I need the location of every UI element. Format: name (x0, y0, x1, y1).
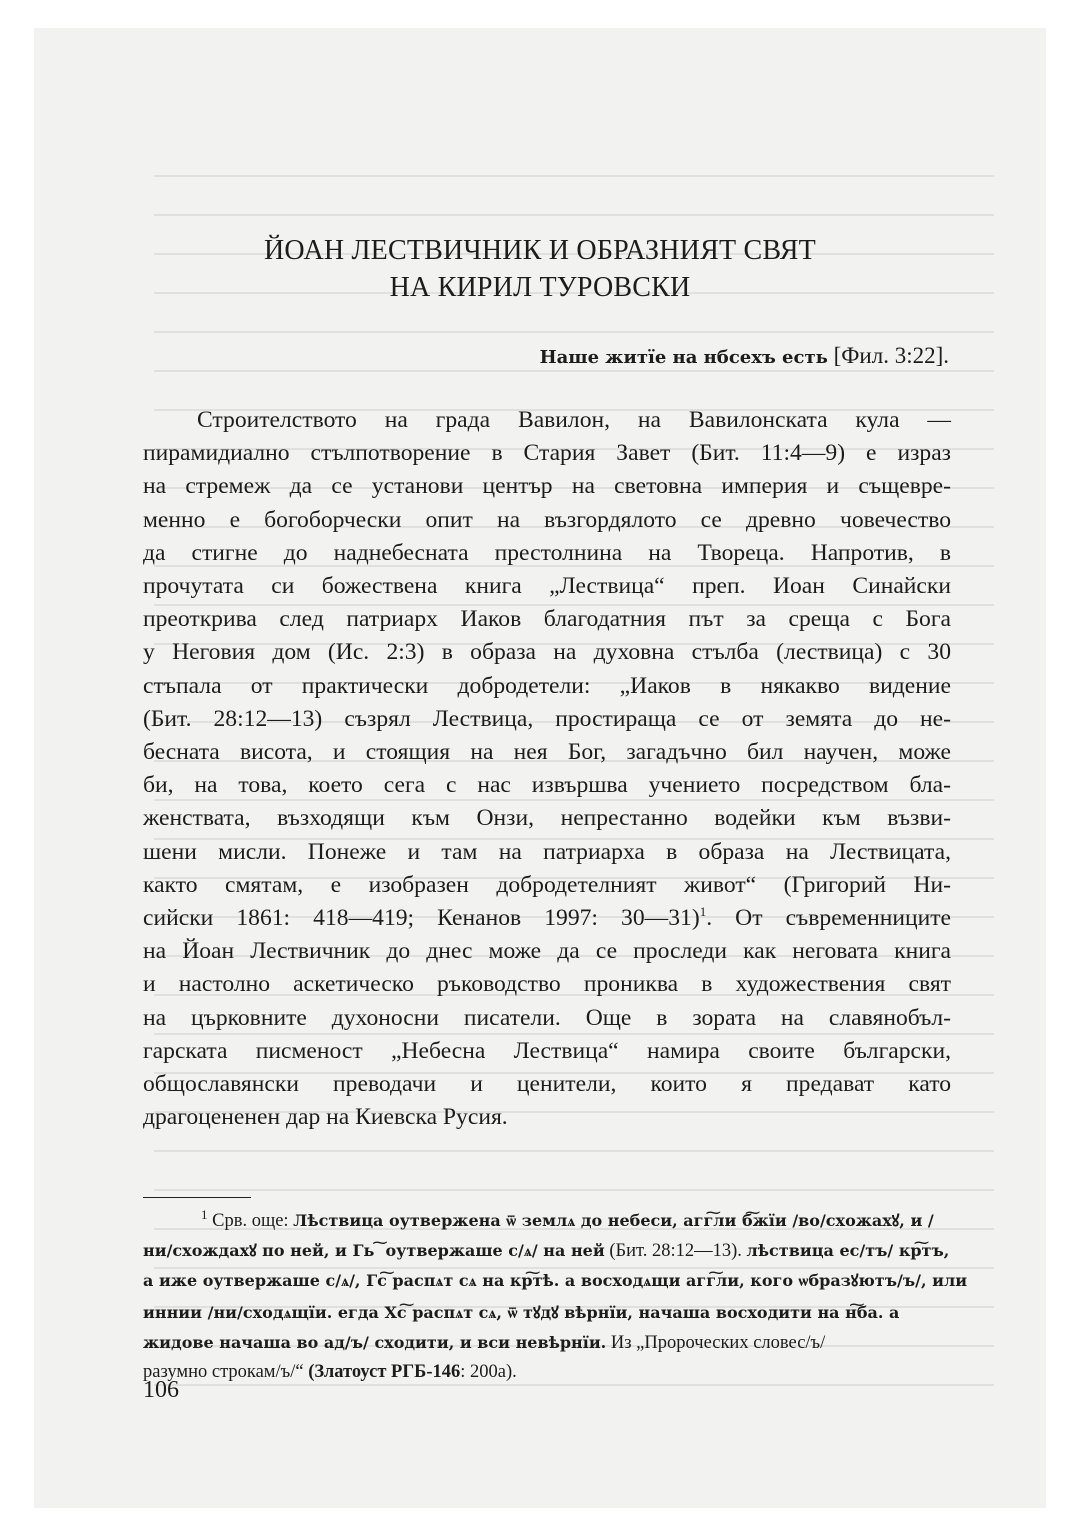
footnote-reference[interactable]: 1 (699, 904, 707, 920)
title-line-2: НА КИРИЛ ТУРОВСКИ (389, 272, 691, 303)
footnote-slavonic: иннии /ни/сходѧщїи. егда Хс͠ распѧт сѧ, ѿ тꙋдꙋ вѣрнїи, начаша восходити на н͠ба. а (143, 1303, 900, 1322)
footnote-intro: Срв. още: (212, 1211, 289, 1231)
footnote-page: : 200а). (460, 1362, 517, 1382)
title-line-1: ЙОАН ЛЕСТВИЧНИК И ОБРАЗНИЯТ СВЯТ (264, 235, 816, 266)
footnote-line (143, 1328, 951, 1358)
epigraph (540, 341, 949, 373)
body-line: женствата, възходящи към Онзи, непрестанно водейки към възви- (143, 805, 951, 832)
footnote-slavonic: Лѣствица оутвержена ѿ землѧ до небеси, агг͠ли б͠жїи /во/схожахꙋ, и / (293, 1211, 934, 1230)
body-line: пирамидиално стълпотворение в Стария Завет (Бит. 11:4—9) е израз (143, 440, 951, 467)
footnote (143, 1206, 968, 1387)
body-line: както смятам, е изобразен добродетелният живот“ (Григорий Ни- (143, 871, 951, 898)
body-line: шени мисли. Понеже и там на патриарха в образа на Лествицата, (143, 838, 951, 865)
footnote-slavonic: ни/схождахꙋ по ней, и Гь ͠ оутвержаше с/ѧ/ на ней (143, 1241, 605, 1260)
footnote-slavonic: жидове начаша во ад/ъ/ сходити, и вси невѣрнїи. (143, 1333, 607, 1352)
footnote-separator (143, 1197, 251, 1198)
article-title (0, 232, 1080, 306)
body-line: (Бит. 28:12—13) съзрял Лествица, простираща се от земята до не- (143, 705, 951, 732)
body-line: менно е богоборчески опит на възгордялото се древно човечество (143, 506, 951, 533)
body-line: преоткрива след патриарх Иаков благодатния път за среща с Бога (143, 606, 951, 633)
body-line: на Йоан Лествичник до днес може да се проследи как неговата книга (143, 938, 951, 965)
footnote-reference-text: (Бит. 28:12—13). (609, 1241, 742, 1261)
footnote-line (143, 1358, 951, 1387)
body-line: прочутата си божествена книга „Лествица“ преп. Иоан Синайски (143, 573, 951, 600)
footnote-line (143, 1236, 951, 1266)
body-line: на стремеж да се установи център на световна империя и същевре- (143, 473, 951, 500)
footnote-text: разумно строкам/ъ/“ (143, 1362, 304, 1382)
body-line: стъпала от практически добродетели: „Иаков в някакво видение (143, 672, 951, 699)
footnote-line (143, 1266, 968, 1298)
body-line: у Неговия дом (Ис. 2:3) в образа на духовна стълба (лествица) с 30 (143, 639, 951, 666)
body-line: и настолно аскетическо ръководство прониква в художествения свят (143, 971, 951, 998)
body-line: да стигне до наднебесната престолнина на Твореца. Напротив, в (143, 539, 951, 566)
footnote-line (143, 1206, 951, 1236)
footnote-line (143, 1298, 951, 1328)
body-text-segment: . От съвременниците (706, 905, 951, 932)
body-line: гарската писменост „Небесна Лествица“ намира своите български, (143, 1037, 951, 1064)
footnote-source: (Златоуст РГБ-146 (308, 1362, 461, 1382)
body-paragraph (143, 404, 951, 1134)
body-line-with-footnote (143, 902, 951, 935)
footnote-slavonic: лѣствица ес/тъ/ кр͠тъ, (746, 1241, 950, 1260)
footnote-slavonic: а иже оутвержаше с/ѧ/, Гс͠ распѧт сѧ на кр͠тѣ. а восходѧщи агг͠ли, кого ѡбразꙋютъ/ъ/, или (143, 1271, 968, 1290)
footnote-text: Из „Пророческих словес/ъ/ (610, 1333, 826, 1353)
body-line: общославянски преводачи и ценители, които я предават като (143, 1071, 951, 1098)
body-line: драгоцененен дар на Киевска Русия. (143, 1104, 508, 1131)
footnote-marker: 1 (201, 1206, 208, 1222)
epigraph-quote: Наше житїе на нбсехъ есть (539, 347, 828, 368)
body-text-segment: сийски 1861: 418—419; Кенанов 1997: 30—31) (143, 905, 700, 932)
body-line: бесната висота, и стоящия на нея Бог, загадъчно бил научен, може (143, 739, 951, 766)
body-line: на църковните духоносни писатели. Още в зората на славянобъл- (143, 1004, 951, 1031)
body-line: Строителството на града Вавилон, на Вавилонската кула — (197, 407, 951, 433)
epigraph-reference: [Фил. 3:22]. (833, 343, 949, 368)
body-line: би, на това, което сега с нас извършва учението посредством бла- (143, 772, 951, 799)
page-number: 106 (143, 1377, 179, 1403)
